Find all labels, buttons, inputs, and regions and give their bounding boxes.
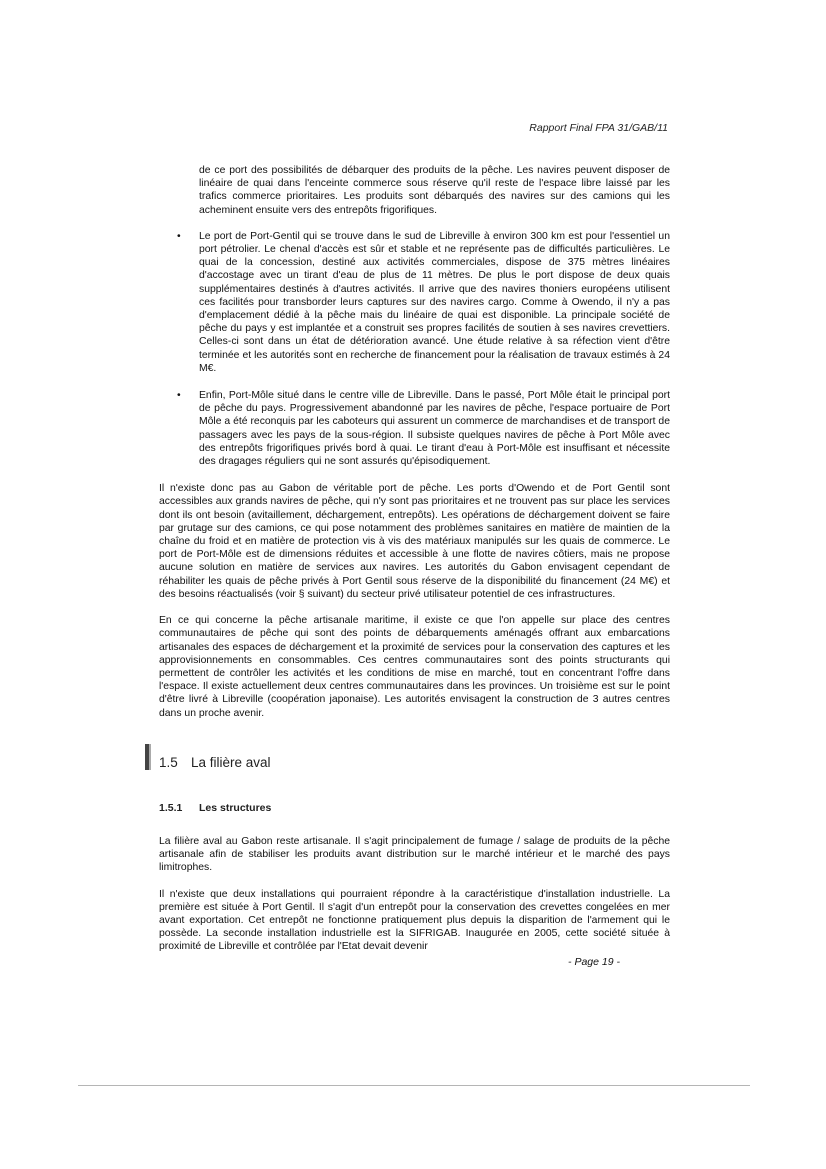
list-item (159, 389, 670, 468)
list-item (159, 230, 670, 375)
section-marker-bar (145, 744, 151, 770)
section-heading (159, 748, 670, 774)
continued-paragraph: de ce port des possibilités de débarquer des produits de la pêche. Les navires peuvent disposer de linéaire de quai dans l'enceinte commerce sous réserve qu'il reste de l'espace libre laissé par les trafics commerce prioritaires. Les produits sont débarqués des navires sur des camions qui les acheminent ensuite vers des entrepôts frigorifiques. (199, 165, 670, 216)
footer-divider (78, 1085, 750, 1086)
document-reference: Rapport Final FPA 31/GAB/11 (529, 122, 668, 134)
section-title (159, 748, 670, 772)
paragraph: Il n'existe que deux installations qui pourraient répondre à la caractéristique d'installation industrielle. La première est située à Port Gentil. Il s'agit d'un entrepôt pour la conservation des crevettes congelées en mer avant exportation. Cet entrepôt ne fonctionne pratiquement plus depuis la disparition de l'armement qui le possède. La seconde installation industrielle est la SIFRIGAB. Inaugurée en 2005, cette société située à proximité de Libreville et contrôlée par l'Etat devait devenir (159, 888, 670, 953)
list-item-text: Le port de Port-Gentil qui se trouve dans le sud de Libreville à environ 300 km est pour l'essentiel un port pétrolier. Le chenal d'accès est sûr et stable et ne représente pas de difficultés particulières. Le quai de la concession, destiné aux activités commerciales, dispose de 375 mètres linéaires d'accostage avec un tirant d'eau de plus de 11 mètres. De plus le port dispose de deux quais supplémentaires destinés à d'autres activités. Il arrive que des navires thoniers européens utilisent ces facilités pour transborder leurs captures sur des navires cargo. Comme à Owendo, il n'y a pas d'emplacement dédié à la pêche mais du linéaire de quai est disponible. La principale société de pêche du pays y est implantée et a construit ses propres facilités de soutien à ses navires crevettiers. Celles-ci sont dans un état de détérioration avancé. Une étude relative à sa réfection vient d'être terminée et les autorités sont en recherche de financement pour la réalisation de travaux estimés à 24 M€. (199, 230, 670, 374)
section-title-text: La filière aval (191, 754, 271, 770)
paragraph: En ce qui concerne la pêche artisanale maritime, il existe ce que l'on appelle sur place des centres communautaires de pêche qui sont des points de débarquements aménagés offrant aux embarcations artisanales des espaces de déchargement et la proximité de services pour la conservation des captures et les approvisionnements en consommables. Ces centres communautaires sont des points structurants qui permettent de contrôler les activités et les conditions de mise en marché, tout en concentrant l'offre dans l'espace. Il existe actuellement deux centres communautaires dans les provinces. Un troisième est sur le point d'être livré à Libreville (coopération japonaise). Les autorités envisagent la construction de 3 autres centres dans un proche avenir. (159, 615, 670, 719)
section-number: 1.5 (159, 754, 178, 770)
subsection-number: 1.5.1 (159, 801, 183, 814)
paragraph: Il n'existe donc pas au Gabon de véritable port de pêche. Les ports d'Owendo et de Port Gentil sont accessibles aux grands navires de pêche, qui n'y sont pas prioritaires et ne trouvent pas sur place les services dont ils ont besoin (avitaillement, déchargement, entrepôts). Les opérations de déchargement doivent se faire par grutage sur des camions, ce qui pose notamment des problèmes sanitaires en matière de maintien de la chaîne du froid et en matière de protection vis à vis des matériaux manipulés sur les quais de commerce. Le port de Port-Môle est de dimensions réduites et accessible à une flotte de navires côtiers, mais ne propose aucune solution en matière de services aux navires. Les autorités du Gabon envisagent cependant de réhabiliter les quais de pêche privés à Port Gentil sous réserve de la disponibilité du financement (24 M€) et des besoins réactualisés (voir § suivant) du secteur privé utilisateur potentiel de ces infrastructures. (159, 483, 670, 600)
bullet-icon: • (177, 390, 181, 402)
page-number: - Page 19 - (568, 956, 620, 968)
page-content (159, 164, 670, 967)
list-item-text: Enfin, Port-Môle situé dans le centre ville de Libreville. Dans le passé, Port Môle était le principal port de pêche du pays. Progressivement abandonné par les navires de pêche, l'espace portuaire de Port Môle a été reconquis par les caboteurs qui assurent un commerce de marchandises et de transport de passagers avec les pays de la sous-région. Il subsiste quelques navires de pêche à Port Môle avec des entrepôts frigorifiques privés bord à quai. Le tirant d'eau à Port-Môle est insuffisant et nécessite des dragages réguliers qui ne sont assurés qu'épisodiquement. (199, 390, 670, 468)
subsection-title (159, 802, 670, 815)
bullet-icon: • (177, 230, 181, 242)
subsection-title-text: Les structures (199, 801, 272, 814)
paragraph: La filière aval au Gabon reste artisanale. Il s'agit principalement de fumage / salage de produits de la pêche artisanale afin de stabiliser les produits avant distribution sur le marché intérieur et le marché des pays limitrophes. (159, 835, 670, 874)
